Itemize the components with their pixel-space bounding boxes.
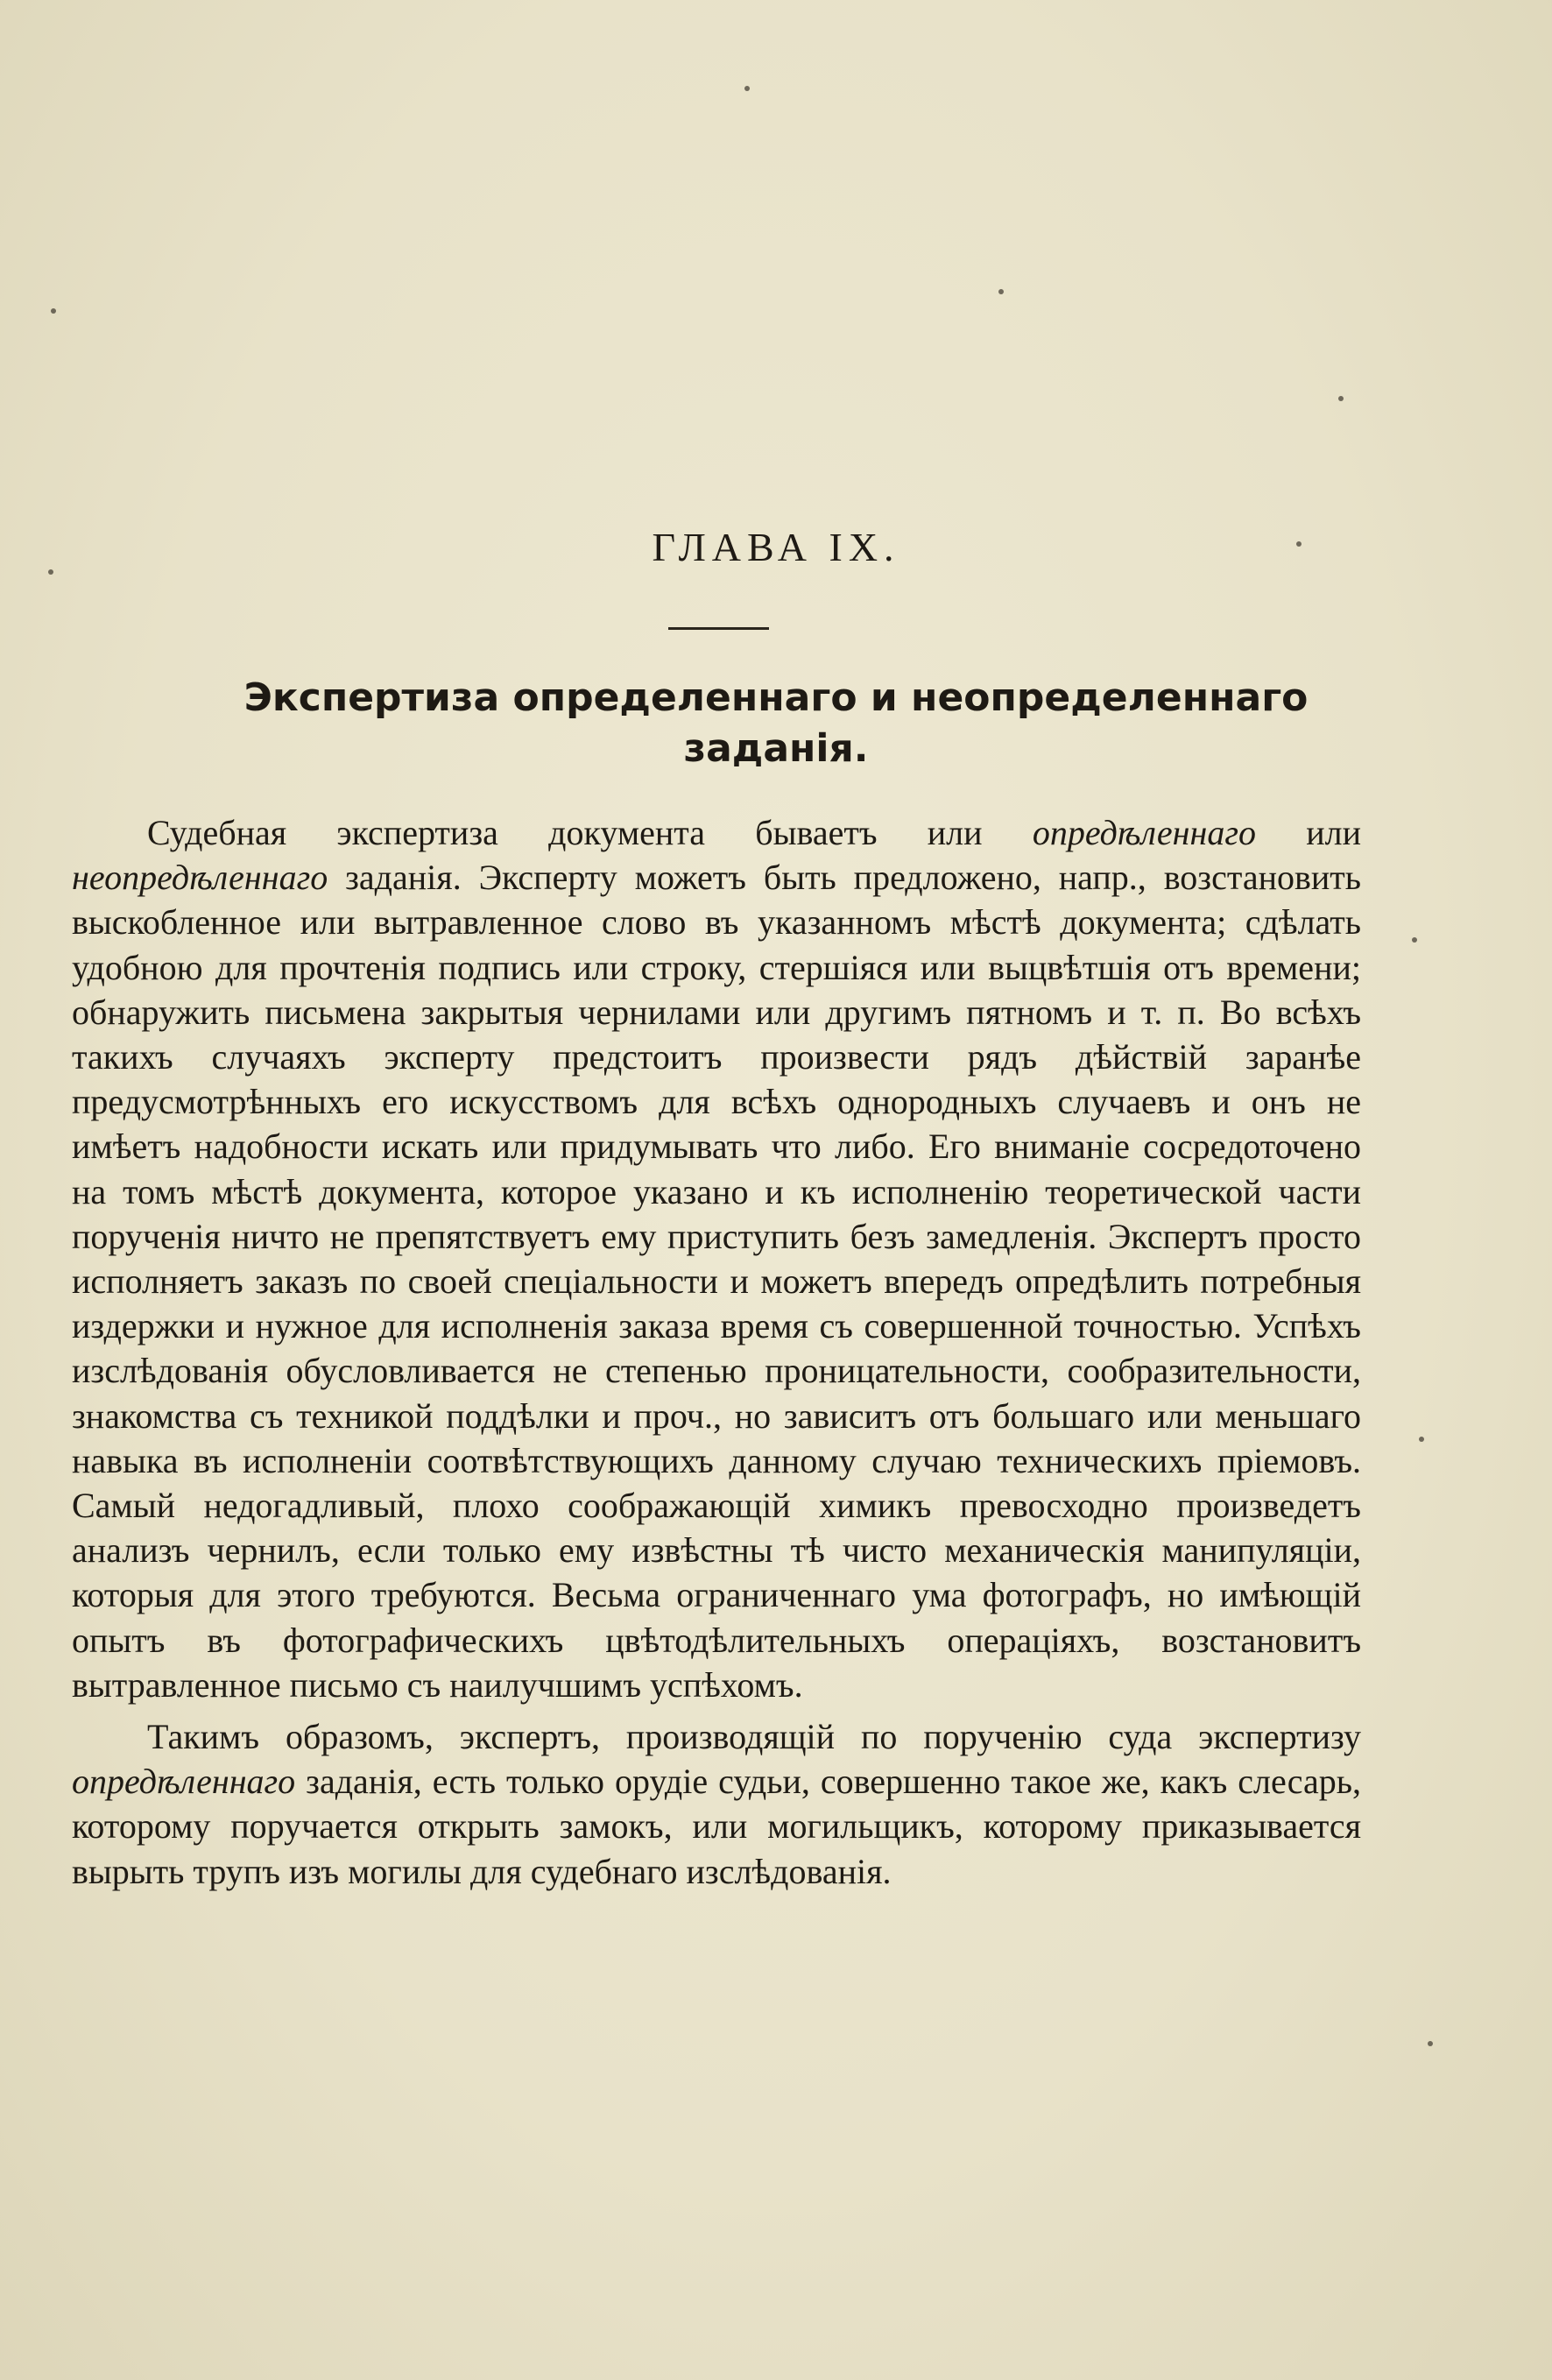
chapter-title-line1: Экспертиза определеннаго и неопределеннаго [243,675,1309,720]
paragraph-1-italic-b: неопредѣленнаго [72,858,328,898]
paragraph-2-text-a: Такимъ образомъ, экспертъ, производящій по порученію суда экспертизу [147,1717,1361,1757]
print-speck [744,86,750,91]
heading-divider [668,627,769,630]
print-speck [998,289,1004,294]
body-text [72,810,1361,1894]
paragraph-2-text-b: заданія, есть только орудіе судьи, совершенно такое же, какъ слесарь, которому поручается открыть замокъ, или могильщикъ, которому приказывается вырыть трупъ изъ могилы для судебнаго изслѣдованія. [72,1762,1361,1891]
chapter-title [0,673,1552,774]
paragraph-1-text-c: заданія. Эксперту можетъ быть предложено, напр., возстановить выскобленное или вытравленное слово въ указанномъ мѣстѣ документа; сдѣлать удобною для прочтенія подпись или строку, стершіяся или выцвѣтшія отъ времени; обнаружить письмена закрытыя чернилами или другимъ пятномъ и т. п. Во всѣхъ такихъ случаяхъ эксперту предстоитъ произвести рядъ дѣйствій заранѣе предусмотрѣнныхъ его искусствомъ для всѣхъ однородныхъ случаевъ и онъ не имѣетъ надобности искать или придумывать что либо. Его вниманіе сосредоточено на томъ мѣстѣ документа, которое указано и къ исполненію теоретической части порученія ничто не препятствуетъ ему приступить безъ замедленія. Экспертъ просто исполняетъ заказъ по своей спеціальности и можетъ впередъ опредѣлить потребныя издержки и нужное для исполненія заказа время съ совершенной точностью. Успѣхъ изслѣдованія обусловливается не степенью проницательности, сообразительности, знакомства съ техникой поддѣлки и проч., но зависитъ отъ большаго или меньшаго навыка въ исполненіи соотвѣтствующихъ данному случаю техническихъ пріемовъ. Самый недогадливый, плохо соображающій химикъ превосходно произведетъ анализъ чернилъ, если только ему извѣстны тѣ чисто механическія манипуляціи, которыя для этого требуются. Весьма ограниченнаго ума фотографъ, но имѣющій опытъ въ фотографическихъ цвѣтодѣлительныхъ операціяхъ, возстановитъ вытравленное письмо съ наилучшимъ успѣхомъ. [72,858,1361,1705]
paragraph-1-text-b: или [1255,813,1361,852]
print-speck [51,308,56,314]
print-speck [1428,2041,1433,2046]
chapter-heading: ГЛАВА IX. [652,525,900,569]
print-speck [1338,396,1344,401]
print-speck [1419,1437,1424,1442]
paragraph-2 [72,1714,1361,1894]
paragraph-2-italic: опредѣленнаго [72,1762,296,1802]
print-speck [1412,937,1417,943]
paragraph-1-italic-a: опредѣленнаго [1032,813,1256,852]
paragraph-1-text-a: Судебная экспертиза документа бываетъ или [147,813,1033,852]
paragraph-1 [72,810,1361,1707]
chapter-title-line2: заданія. [683,726,869,771]
